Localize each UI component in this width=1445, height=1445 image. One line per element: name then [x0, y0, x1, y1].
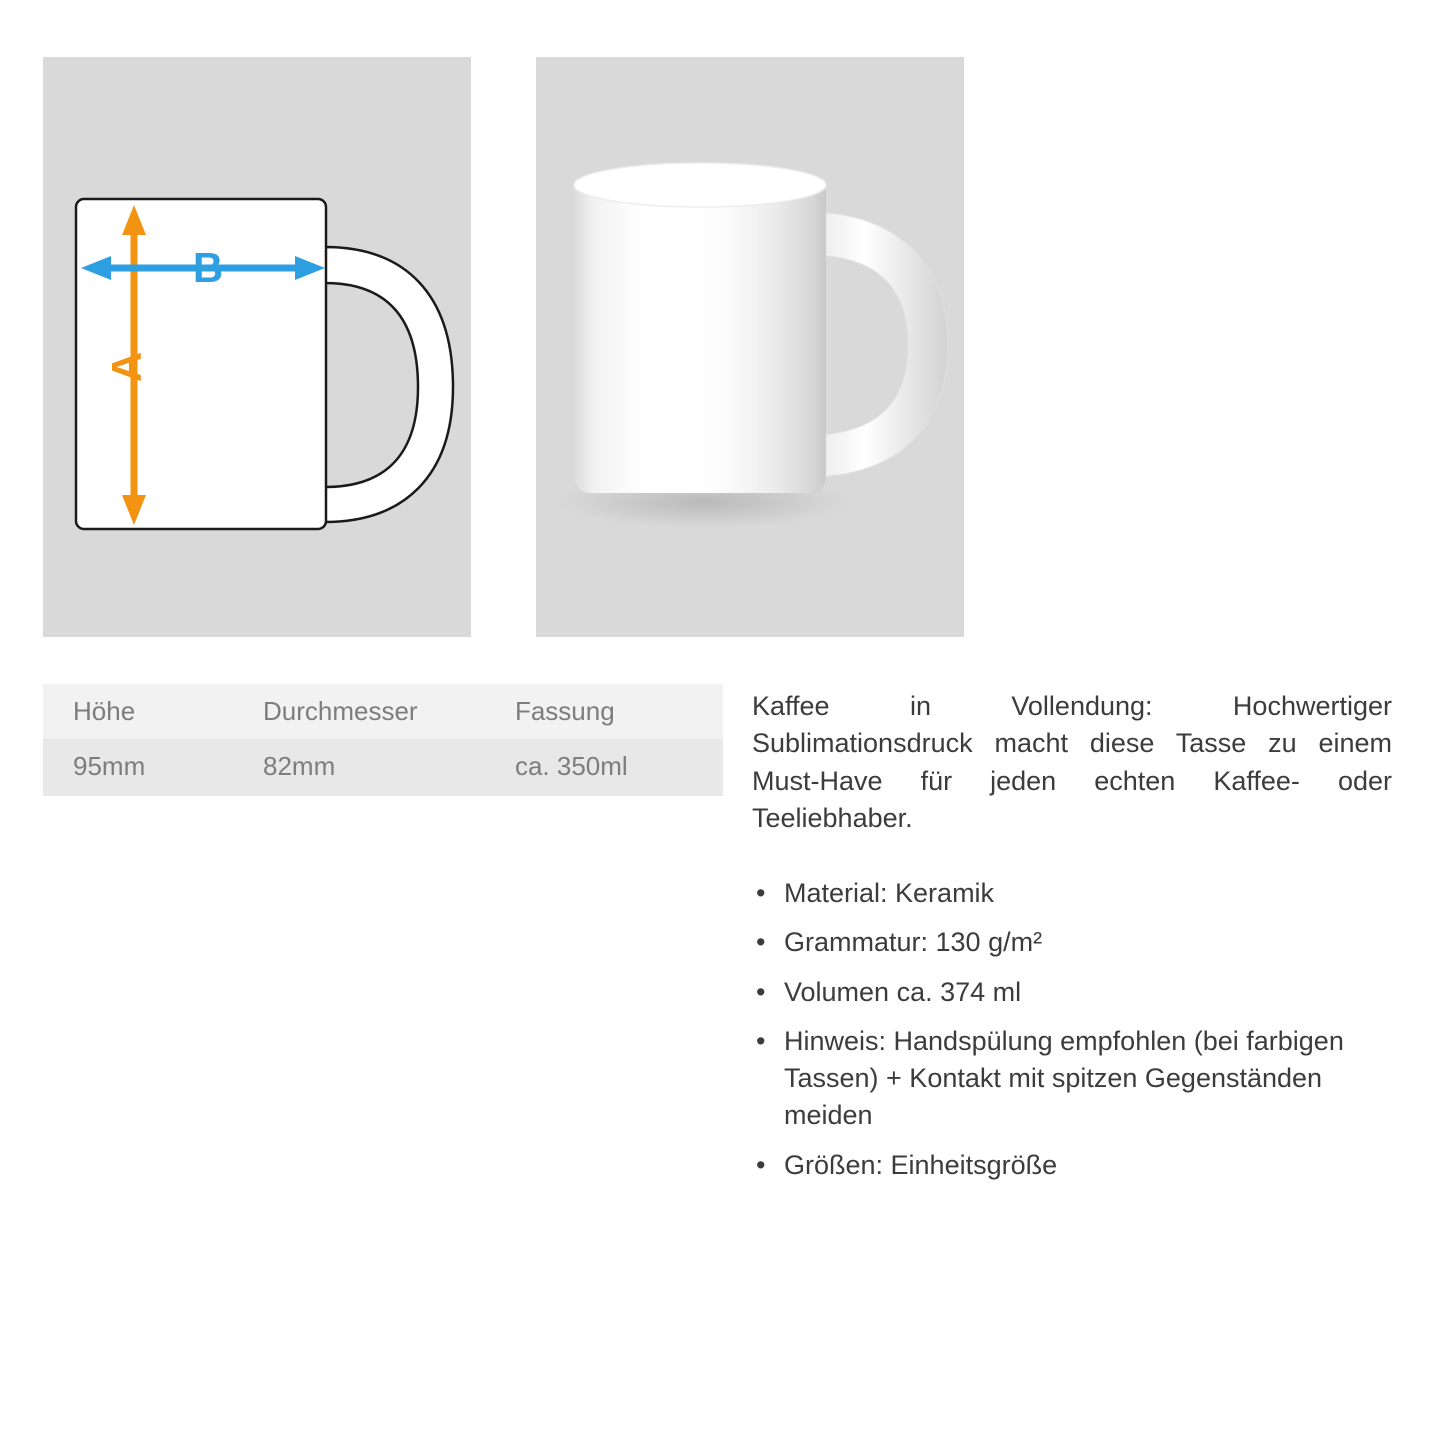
table-header-row — [43, 684, 723, 739]
list-item-label: Hinweis: Handspülung empfohlen (bei farbigen Tassen) + Kontakt mit spitzen Gegenständen meiden — [784, 1025, 1344, 1131]
feature-list — [752, 875, 1392, 1184]
list-item — [752, 1023, 1392, 1135]
mug-dimension-diagram — [43, 57, 471, 637]
table-row — [43, 739, 723, 796]
list-item-label: Größen: Einheitsgröße — [784, 1149, 1058, 1180]
mug-body — [574, 185, 826, 493]
list-item — [752, 974, 1392, 1011]
bullet-icon: • — [756, 878, 766, 908]
list-item — [752, 1147, 1392, 1184]
list-item-label: Material: Keramik — [784, 878, 995, 908]
bullet-icon: • — [756, 976, 766, 1007]
spec-value-height: 95mm — [43, 739, 233, 796]
spec-header-capacity: Fassung — [485, 684, 723, 739]
height-dimension-label: A — [103, 351, 150, 383]
spec-header-diameter: Durchmesser — [233, 684, 485, 739]
mug-photo-panel — [536, 57, 964, 637]
mug-handle — [808, 212, 948, 477]
list-item — [752, 924, 1392, 961]
mug-photo — [536, 57, 964, 637]
description-intro: Kaffee in Vollendung: Hochwertiger Sublimationsdruck macht diese Tasse zu einem Must-Have für jeden echten Kaffee- oder Teeliebhaber. — [752, 691, 1392, 833]
list-item-label: Volumen ca. 374 ml — [784, 976, 1022, 1007]
width-dimension-label: B — [192, 244, 224, 291]
spec-header-height: Höhe — [43, 684, 233, 739]
list-item-label: Grammatur: 130 g/m² — [784, 927, 1043, 958]
bullet-icon: • — [756, 927, 766, 958]
list-item — [752, 875, 1392, 912]
bullet-icon: • — [756, 1025, 766, 1056]
product-description — [752, 688, 1392, 1196]
mug-handle-outline — [325, 247, 453, 522]
dimension-diagram-panel — [43, 57, 471, 637]
product-image-panels — [43, 57, 1403, 637]
bullet-icon: • — [756, 1149, 766, 1180]
spec-value-diameter: 82mm — [233, 739, 485, 796]
spec-value-capacity: ca. 350ml — [485, 739, 723, 796]
specifications-table — [43, 684, 723, 796]
